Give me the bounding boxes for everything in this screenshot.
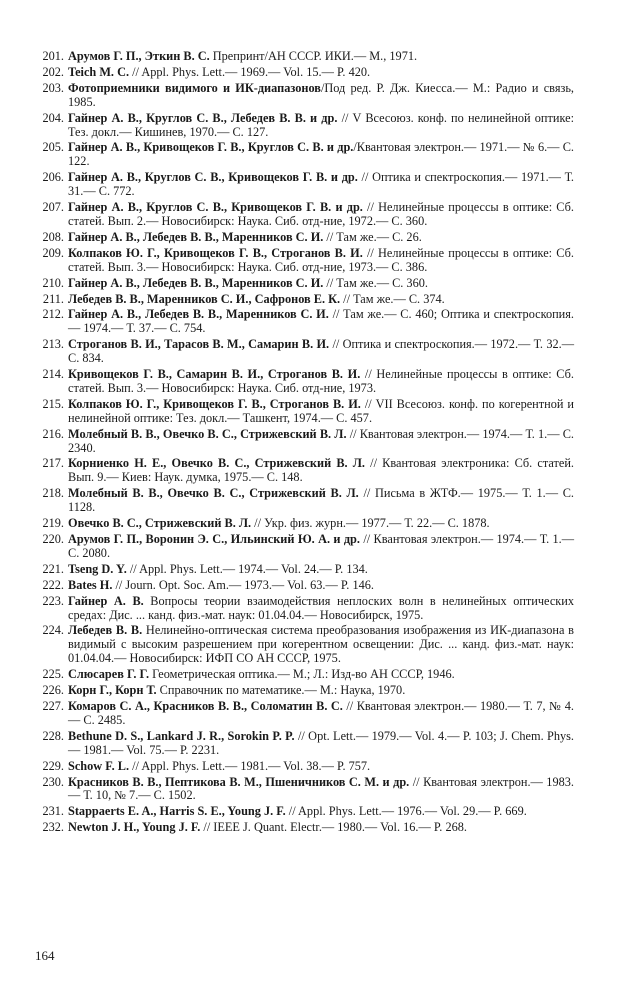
reference-citation: // Appl. Phys. Lett.— 1976.— Vol. 29.— P. 669.: [285, 804, 527, 819]
reference-body: [68, 50, 574, 64]
reference-number: 218.: [42, 486, 64, 501]
reference-citation: // Нелинейные процессы в оптике: Сб. статей. Вып. 3.— Новосибирск: Наука. Сиб. отд-ние, 1973.— С. 386.: [68, 245, 574, 274]
reference-authors: Гайнер А. В., Круглов С. В., Кривощеков Г. В. и др.: [68, 200, 363, 215]
reference-authors: Строганов В. И., Тарасов В. М., Самарин В. И.: [68, 337, 330, 352]
reference-citation: /Квантовая электрон.— 1971.— № 6.— С. 122.: [68, 140, 574, 169]
reference-number: 216.: [42, 426, 64, 441]
reference-citation: // Оптика и спектроскопия.— 1971.— Т. 31.— С. 772.: [68, 170, 575, 199]
reference-citation: // Appl. Phys. Lett.— 1969.— Vol. 15.— P. 420.: [129, 64, 371, 79]
reference-item: [34, 668, 574, 682]
reference-citation: /Под ред. Р. Дж. Киесса.— М.: Радио и связь, 1985.: [68, 80, 575, 109]
reference-citation: // Нелинейные процессы в оптике: Сб. статей. Вып. 3.— Новосибирск: Наука. Сиб. отд-ние, 1973.: [68, 367, 574, 395]
reference-citation: // Квантовая электрон.— 1974.— Т. 1.— С. 2080.: [68, 532, 575, 560]
reference-number: 221.: [42, 561, 64, 576]
reference-number: 219.: [42, 516, 64, 531]
reference-body: [68, 112, 574, 140]
reference-authors: Bethune D. S., Lankard J. R., Sorokin P. P.: [68, 728, 295, 743]
reference-number: 201.: [42, 49, 64, 63]
reference-authors: Гайнер А. В.: [68, 593, 144, 608]
reference-authors: Молебный В. В., Овечко В. С., Стрижевский В. Л.: [68, 426, 347, 441]
reference-item: [34, 398, 574, 426]
reference-authors: Гайнер А. В., Кривощеков Г. В., Круглов С. В. и др.: [68, 140, 354, 155]
reference-number: 202.: [42, 64, 64, 79]
reference-authors: Гайнер А. В., Лебедев В. В., Маренников С. И.: [68, 229, 324, 244]
reference-item: [34, 563, 574, 577]
reference-citation: // Квантовая электрон.— 1974.— Т. 1.— С. 2340.: [68, 426, 574, 455]
reference-authors: Гайнер А. В., Лебедев В. В., Маренников С. И.: [68, 307, 329, 322]
reference-number: 222.: [42, 577, 64, 592]
reference-authors: Колпаков Ю. Г., Кривощеков Г. В., Строганов В. И.: [68, 396, 361, 411]
reference-citation: // Квантовая электрон.— 1980.— Т. 7, № 4.— С. 2485.: [68, 698, 574, 727]
reference-authors: Арумов Г. П., Эткин В. С.: [68, 49, 210, 63]
reference-number: 227.: [42, 698, 64, 713]
reference-authors: Гайнер А. В., Лебедев В. В., Маренников С. И.: [68, 275, 324, 290]
reference-item: [34, 487, 574, 515]
reference-number: 215.: [42, 396, 64, 411]
reference-citation: // Там же.— С. 26.: [323, 229, 422, 244]
reference-citation: // Квантовая электрон.— 1983.— Т. 10, № 7.— С. 1502.: [68, 774, 574, 803]
reference-number: 211.: [42, 291, 64, 306]
reference-authors: Stappaerts E. A., Harris S. E., Young J. F.: [68, 804, 286, 819]
reference-authors: Корниенко Н. Е., Овечко В. С., Стрижевский В. Л.: [68, 456, 366, 471]
reference-number: 207.: [42, 200, 64, 215]
reference-body: [68, 277, 574, 291]
reference-item: [34, 579, 574, 593]
reference-citation: // Там же.— С. 374.: [340, 291, 445, 306]
reference-body: [68, 231, 574, 245]
reference-number: 232.: [42, 820, 64, 835]
reference-body: [68, 141, 574, 169]
reference-body: [68, 595, 574, 623]
reference-body: [68, 457, 574, 485]
reference-item: [34, 760, 574, 774]
reference-authors: Teich M. C.: [68, 64, 130, 79]
reference-number: 225.: [42, 667, 64, 682]
reference-authors: Овечко В. С., Стрижевский В. Л.: [68, 516, 252, 531]
reference-citation: // Письма в ЖТФ.— 1975.— Т. 1.— С. 1128.: [68, 486, 574, 515]
reference-number: 206.: [42, 170, 64, 185]
reference-citation: Нелинейно-оптическая система преобразования изображения из ИК-диапазона в видимый с высоким разрешением при когерентном освещении: Дис. ... канд. физ.-мат. наук: 01.04.04.— Новосибирск: ИФП СО АН СССР, 1975.: [68, 623, 574, 666]
reference-body: [68, 338, 574, 366]
reference-body: [68, 293, 574, 307]
reference-number: 203.: [42, 80, 64, 95]
reference-citation: Препринт/АН СССР. ИКИ.— М., 1971.: [209, 49, 418, 63]
reference-body: [68, 730, 574, 758]
reference-citation: // Оптика и спектроскопия.— 1972.— Т. 32.— С. 834.: [68, 337, 574, 366]
reference-number: 213.: [42, 337, 64, 352]
reference-citation: // IEEE J. Quant. Electr.— 1980.— Vol. 16.— P. 268.: [200, 820, 467, 835]
reference-authors: Bates H.: [68, 577, 113, 592]
page-number: 164: [35, 948, 55, 963]
reference-item: [34, 50, 574, 64]
reference-citation: // Нелинейные процессы в оптике: Сб. статей. Вып. 2.— Новосибирск: Наука. Сиб. отд-ние, 1972.— С. 360.: [68, 200, 574, 228]
reference-item: [34, 112, 574, 140]
reference-item: [34, 141, 574, 169]
reference-number: 228.: [42, 728, 64, 743]
reference-item: [34, 457, 574, 485]
reference-number: 209.: [42, 245, 64, 260]
reference-number: 226.: [42, 683, 64, 698]
reference-item: [34, 805, 574, 819]
reference-number: 230.: [42, 774, 64, 789]
reference-item: [34, 533, 574, 561]
reference-number: 224.: [42, 623, 64, 638]
reference-number: 212.: [42, 307, 64, 322]
reference-citation: // Opt. Lett.— 1979.— Vol. 4.— P. 103; J. Chem. Phys.— 1981.— Vol. 75.— P. 2231.: [68, 728, 574, 757]
reference-body: [68, 624, 574, 666]
reference-authors: Арумов Г. П., Воронин Э. С., Ильинский Ю. А. и др.: [68, 532, 360, 546]
reference-body: [68, 700, 574, 728]
reference-citation: // Там же.— С. 460; Оптика и спектроскопия.— 1974.— Т. 37.— С. 754.: [68, 307, 574, 336]
reference-item: [34, 82, 574, 110]
reference-item: [34, 277, 574, 291]
reference-body: [68, 428, 574, 456]
reference-body: [68, 668, 574, 682]
reference-body: [68, 684, 574, 698]
reference-number: 210.: [42, 275, 64, 290]
reference-authors: Гайнер А. В., Круглов С. В., Лебедев В. В. и др.: [68, 110, 338, 125]
reference-item: [34, 517, 574, 531]
reference-item: [34, 308, 574, 336]
reference-body: [68, 308, 574, 336]
reference-body: [68, 776, 574, 804]
reference-number: 220.: [42, 532, 64, 546]
reference-authors: Newton J. H., Young J. F.: [68, 820, 201, 835]
reference-body: [68, 171, 574, 199]
reference-body: [68, 533, 574, 561]
reference-body: [68, 821, 574, 835]
reference-number: 205.: [42, 140, 64, 155]
reference-citation: // V Всесоюз. конф. по нелинейной оптике: Тез. докл.— Кишинев, 1970.— С. 127.: [68, 110, 574, 139]
reference-number: 217.: [42, 456, 64, 471]
reference-citation: Справочник по математике.— М.: Наука, 1970.: [156, 683, 406, 698]
reference-citation: // Journ. Opt. Soc. Am.— 1973.— Vol. 63.— P. 146.: [112, 577, 374, 592]
reference-item: [34, 66, 574, 80]
reference-citation: // Укр. физ. журн.— 1977.— Т. 22.— С. 1878.: [251, 516, 490, 531]
reference-body: [68, 760, 574, 774]
reference-citation: // Квантовая электроника: Сб. статей. Вып. 9.— Киев: Наук. думка, 1975.— С. 148.: [68, 456, 575, 485]
reference-body: [68, 247, 574, 275]
reference-authors: Кривощеков Г. В., Самарин В. И., Строганов В. И.: [68, 367, 361, 382]
reference-number: 231.: [42, 804, 64, 819]
reference-authors: Лебедев В. В., Маренников С. И., Сафронов Е. К.: [68, 291, 341, 306]
reference-authors: Слюсарев Г. Г.: [68, 667, 150, 682]
reference-body: [68, 201, 574, 229]
reference-authors: Фотоприемники видимого и ИК-диапазонов: [68, 80, 321, 95]
reference-authors: Лебедев В. В.: [68, 623, 143, 638]
reference-item: [34, 428, 574, 456]
reference-item: [34, 700, 574, 728]
reference-item: [34, 821, 574, 835]
reference-citation: // Там же.— С. 360.: [323, 275, 428, 290]
reference-body: [68, 517, 574, 531]
reference-item: [34, 368, 574, 396]
reference-number: 214.: [42, 367, 64, 382]
reference-item: [34, 247, 574, 275]
reference-number: 229.: [42, 758, 64, 773]
reference-item: [34, 171, 574, 199]
reference-citation: // Appl. Phys. Lett.— 1981.— Vol. 38.— P. 757.: [129, 758, 371, 773]
reference-authors: Комаров С. А., Красников В. В., Соломатин В. С.: [68, 698, 343, 713]
reference-citation: // Appl. Phys. Lett.— 1974.— Vol. 24.— P. 134.: [126, 561, 368, 576]
reference-body: [68, 805, 574, 819]
reference-body: [68, 563, 574, 577]
reference-item: [34, 201, 574, 229]
reference-body: [68, 487, 574, 515]
reference-item: [34, 293, 574, 307]
reference-number: 223.: [42, 593, 64, 608]
reference-citation: Геометрическая оптика.— М.; Л.: Изд-во АН СССР, 1946.: [149, 667, 455, 682]
reference-body: [68, 368, 574, 396]
reference-item: [34, 684, 574, 698]
reference-body: [68, 66, 574, 80]
reference-authors: Schow F. L.: [68, 758, 130, 773]
reference-authors: Гайнер А. В., Круглов С. В., Кривощеков Г. В. и др.: [68, 170, 358, 185]
reference-authors: Колпаков Ю. Г., Кривощеков Г. В., Строганов В. И.: [68, 245, 363, 260]
reference-citation: // VII Всесоюз. конф. по когерентной и нелинейной оптике: Тез. докл.— Ташкент, 1974.— С. 457.: [68, 396, 574, 425]
reference-list: [34, 50, 574, 837]
reference-authors: Tseng D. Y.: [68, 561, 127, 576]
reference-number: 208.: [42, 229, 64, 244]
reference-item: [34, 595, 574, 623]
reference-number: 204.: [42, 110, 64, 125]
reference-authors: Корн Г., Корн Т.: [68, 683, 157, 698]
reference-item: [34, 624, 574, 666]
reference-authors: Красников В. В., Пептикова В. М., Пшеничников С. М. и др.: [68, 774, 410, 789]
reference-body: [68, 398, 574, 426]
reference-item: [34, 730, 574, 758]
reference-citation: Вопросы теории взаимодействия неплоских волн в нелинейных оптических средах: Дис. ... канд. физ.-мат. наук: 01.04.04.— Новосибирск, 1975.: [68, 593, 574, 622]
reference-body: [68, 579, 574, 593]
reference-item: [34, 231, 574, 245]
reference-item: [34, 338, 574, 366]
reference-body: [68, 82, 574, 110]
reference-item: [34, 776, 574, 804]
reference-authors: Молебный В. В., Овечко В. С., Стрижевский В. Л.: [68, 486, 359, 501]
